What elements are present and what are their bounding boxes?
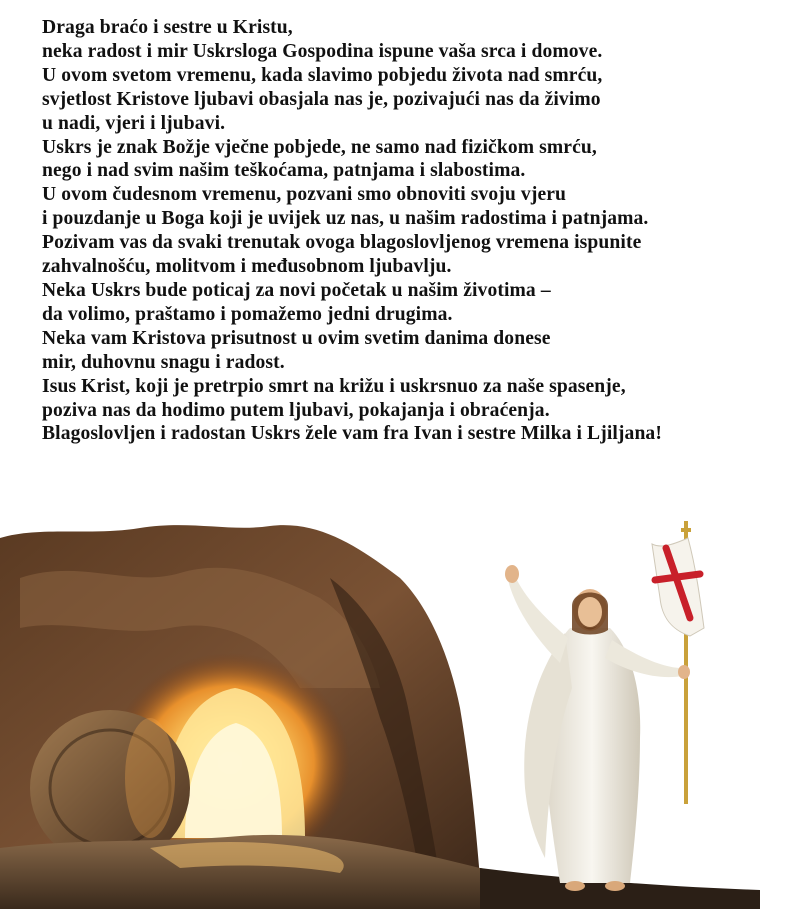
letter-line: Neka vam Kristova prisutnost u ovim svetim danima donese bbox=[42, 327, 551, 349]
letter-line: Draga braćo i sestre u Kristu, bbox=[42, 17, 293, 38]
letter-line: zahvalnošću, molitvom i međusobnom ljubavlju. bbox=[42, 256, 452, 278]
letter-line: neka radost i mir Uskrsloga Gospodina ispune vaša srca i domove. bbox=[42, 40, 603, 62]
letter-line: u nadi, vjeri i ljubavi. bbox=[42, 112, 226, 134]
ground bbox=[0, 835, 760, 909]
letter-line: Neka Uskrs bude poticaj za novi početak u našim životima – bbox=[42, 279, 551, 301]
easter-letter bbox=[42, 16, 792, 446]
resurrection-illustration bbox=[0, 518, 800, 909]
letter-line: da volimo, praštamo i pomažemo jedni drugima. bbox=[42, 303, 453, 325]
letter-line: Isus Krist, koji je pretrpio smrt na križu i uskrsnuo za naše spasenje, bbox=[42, 375, 626, 397]
letter-line: i pouzdanje u Boga koji je uvijek uz nas, u našim radostima i patnjama. bbox=[42, 208, 649, 230]
letter-line: poziva nas da hodimo putem ljubavi, pokajanja i obraćenja. bbox=[42, 399, 550, 421]
letter-line: Pozivam vas da svaki trenutak ovoga blagoslovljenog vremena ispunite bbox=[42, 232, 642, 254]
letter-line: Uskrs je znak Božje vječne pobjede, ne samo nad fizičkom smrću, bbox=[42, 136, 597, 158]
letter-line: U ovom čudesnom vremenu, pozvani smo obnoviti svoju vjeru bbox=[42, 184, 567, 206]
letter-line: Blagoslovljen i radostan Uskrs žele vam fra Ivan i sestre Milka i Ljiljana! bbox=[42, 423, 662, 445]
letter-line: U ovom svetom vremenu, kada slavimo pobjedu života nad smrću, bbox=[42, 64, 603, 86]
letter-line: svjetlost Kristove ljubavi obasjala nas je, pozivajući nas da živimo bbox=[42, 88, 601, 110]
letter-line: mir, duhovnu snagu i radost. bbox=[42, 351, 285, 373]
letter-line: nego i nad svim našim teškoćama, patnjama i slabostima. bbox=[42, 160, 526, 182]
risen-christ-figure bbox=[505, 521, 704, 891]
